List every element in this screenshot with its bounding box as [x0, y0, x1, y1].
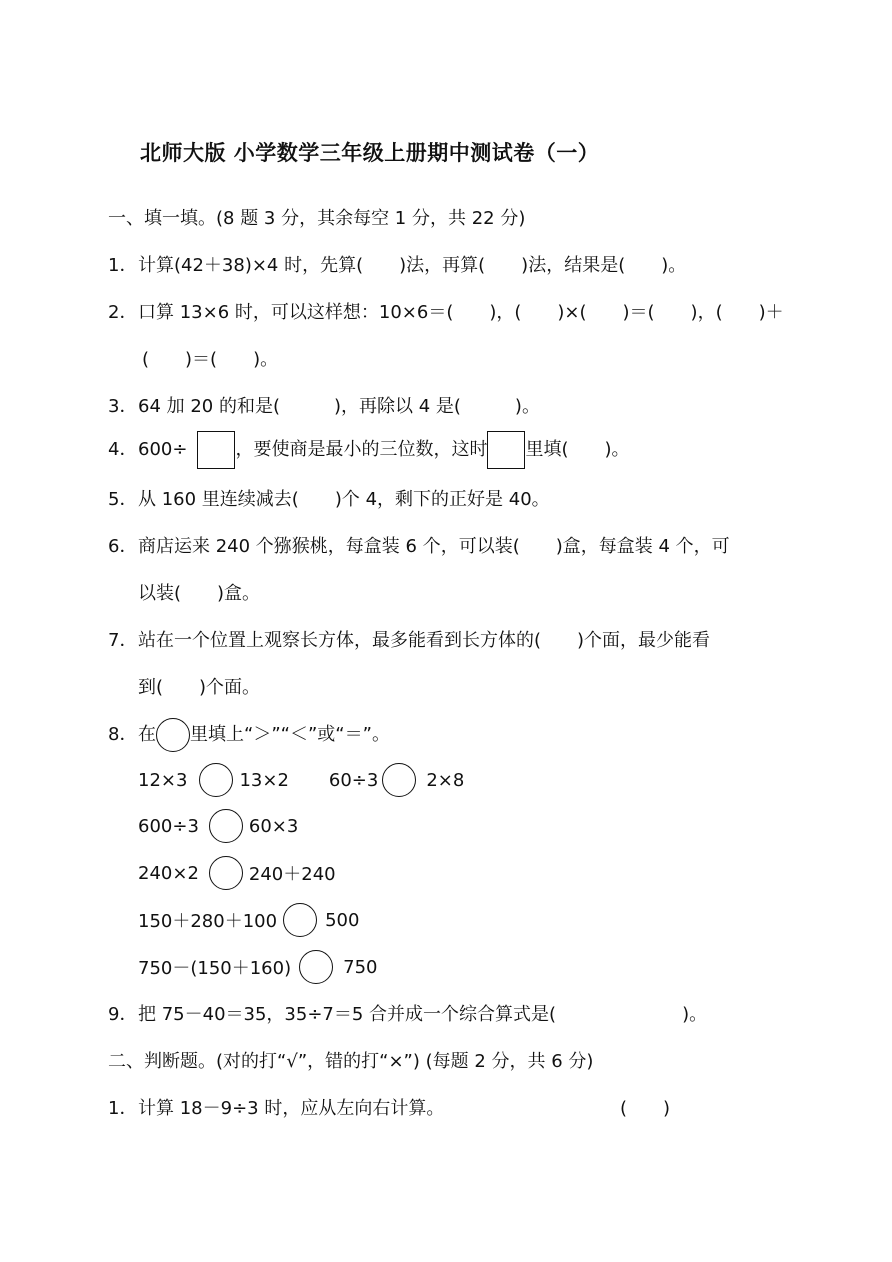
- question-number: 1．: [108, 1098, 138, 1119]
- question-text: 计算(42＋38)×4 时，先算( )法，再算( )法，结果是( )。: [138, 255, 687, 276]
- compare-row-5: [138, 950, 377, 984]
- question-text: 64 加 20 的和是( )，再除以 4 是( )。: [138, 396, 540, 417]
- compare-circle: [283, 903, 317, 937]
- section1-heading: 一、填一填。(8 题 3 分，其余每空 1 分，共 22 分): [108, 208, 526, 229]
- compare-row-3: [138, 856, 336, 890]
- question-1-8: [108, 717, 390, 753]
- answer-box-1: [197, 431, 235, 469]
- question-1-9: [108, 1002, 707, 1028]
- question-1-6-line2: 以装( )盒。: [138, 583, 261, 604]
- compare-right: 240＋240: [248, 864, 336, 885]
- compare-left: 60÷3: [328, 769, 379, 791]
- compare-row-1: [138, 763, 464, 797]
- question-1-2-line2: ( )＝( )。: [142, 349, 279, 370]
- question-text-post: 里填上“＞”“＜”或“＝”。: [190, 724, 390, 745]
- question-2-1: [108, 1096, 444, 1122]
- compare-right: 13×2: [239, 769, 289, 791]
- answer-box-2: [487, 431, 525, 469]
- question-number: 7．: [108, 630, 138, 651]
- question-text-part2: ，要使商是最小的三位数，这时: [235, 439, 488, 460]
- question-1-3: [108, 394, 540, 420]
- section2-heading: 二、判断题。(对的打“√”，错的打“×”) (每题 2 分，共 6 分): [108, 1051, 594, 1072]
- question-number: 3．: [108, 396, 138, 417]
- question-text-part1: 600÷: [138, 439, 188, 460]
- compare-circle: [199, 763, 233, 797]
- compare-circle: [209, 856, 243, 890]
- question-number: 8．: [108, 724, 138, 745]
- compare-left: 750－(150＋160): [138, 958, 292, 979]
- question-text: 商店运来 240 个猕猴桃，每盒装 6 个，可以装( )盒，每盒装 4 个，可: [138, 536, 730, 557]
- question-1-7-line1: [108, 628, 710, 654]
- question-1-7-line2: 到( )个面。: [138, 677, 261, 698]
- question-number: 2．: [108, 302, 138, 323]
- question-number: 9．: [108, 1004, 138, 1025]
- compare-right: 500: [325, 909, 360, 931]
- compare-circle: [382, 763, 416, 797]
- question-number: 4．: [108, 439, 138, 460]
- question-text: 计算 18－9÷3 时，应从左向右计算。: [138, 1098, 445, 1119]
- compare-left: 600÷3: [138, 815, 199, 837]
- question-text: 口算 13×6 时，可以这样想：10×6＝( )，( )×( )＝( )，( )＋: [138, 302, 784, 323]
- judge-blank: ( ): [620, 1098, 671, 1119]
- question-1-5: [108, 487, 550, 513]
- page-title: 北师大版 小学数学三年级上册期中测试卷（一）: [140, 141, 600, 165]
- compare-right: 2×8: [426, 769, 465, 791]
- compare-left: 12×3: [138, 769, 188, 791]
- compare-row-4: [138, 903, 359, 937]
- question-1-6-line1: [108, 534, 730, 560]
- compare-left: 240×2: [138, 862, 199, 884]
- question-text: 从 160 里连续减去( )个 4，剩下的正好是 40。: [138, 489, 550, 510]
- compare-circle: [156, 718, 190, 752]
- question-number: 5．: [108, 489, 138, 510]
- compare-circle: [299, 950, 333, 984]
- question-text-pre: 在: [138, 724, 156, 745]
- compare-right: 750: [343, 956, 378, 978]
- question-number: 1．: [108, 255, 138, 276]
- question-text: 站在一个位置上观察长方体，最多能看到长方体的( )个面，最少能看: [138, 630, 711, 651]
- question-1-4: [108, 428, 630, 472]
- question-text: 把 75－40＝35，35÷7＝5 合并成一个综合算式是( )。: [138, 1004, 708, 1025]
- compare-circle: [209, 809, 243, 843]
- question-number: 6．: [108, 536, 138, 557]
- question-1-1: [108, 253, 686, 279]
- compare-left: 150＋280＋100: [138, 911, 278, 932]
- compare-row-2: [138, 809, 298, 843]
- compare-right: 60×3: [248, 815, 299, 837]
- question-1-2-line1: [108, 300, 784, 326]
- question-text-part3: 里填( )。: [525, 439, 630, 460]
